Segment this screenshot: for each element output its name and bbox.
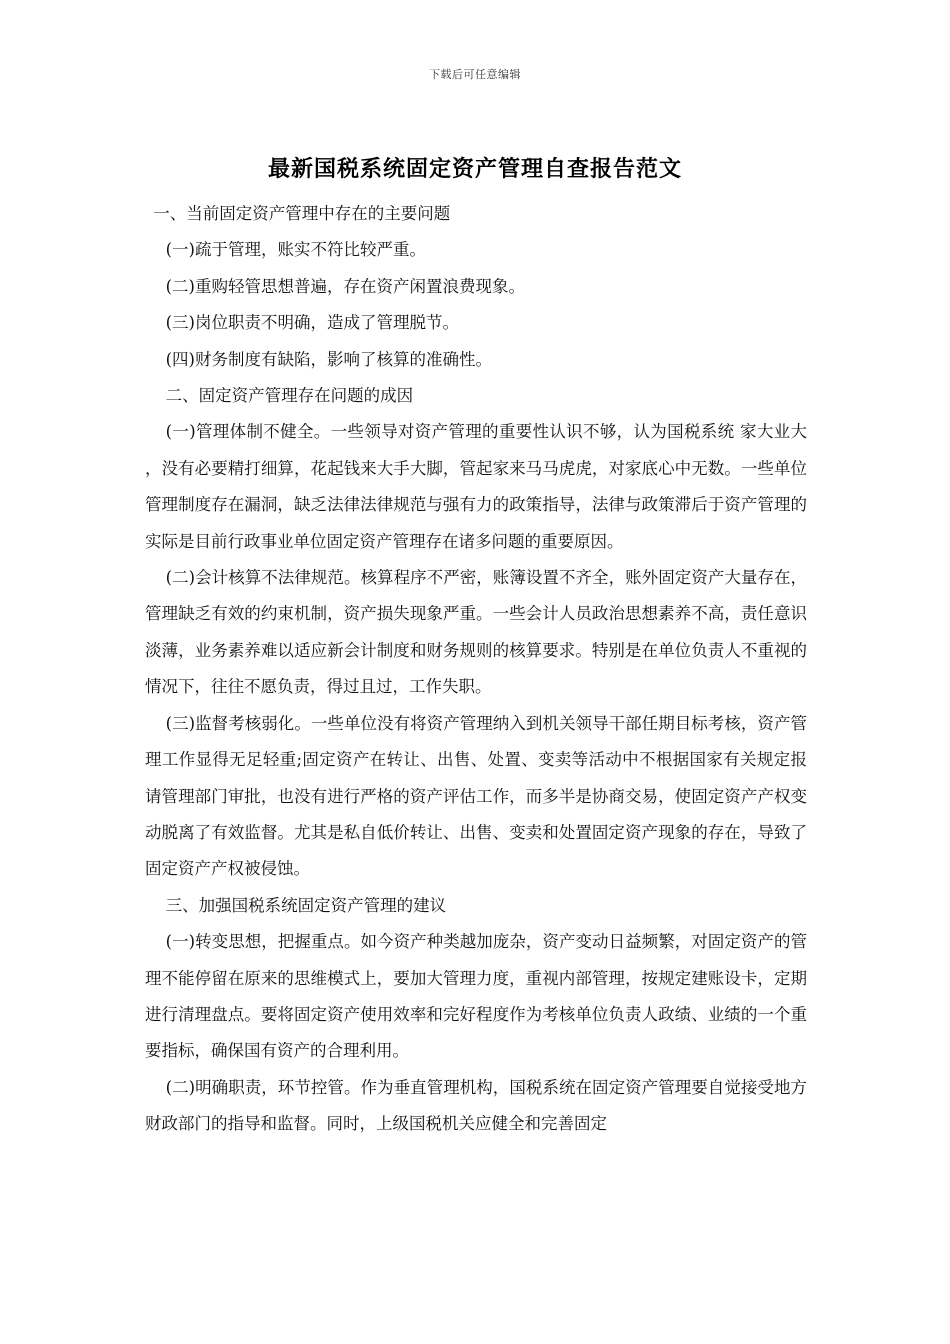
document-title: 最新国税系统固定资产管理自查报告范文: [267, 156, 682, 182]
paragraph: (二)会计核算不法律规范。核算程序不严密，账簿设置不齐全，账外固定资产大量存在，管理缺乏有效的约束机制，资产损失现象严重。一些会计人员政治思想素养不高，责任意识淡薄，业务素养难以适应新会计制度和财务规则的核算要求。特别是在单位负责人不重视的情况下，往往不愿负责，得过且过，工作失职。: [145, 568, 807, 697]
header-note: 下载后可任意编辑: [429, 68, 521, 81]
paragraph: (二)重购轻管思想普遍，存在资产闲置浪费现象。: [165, 276, 525, 296]
section-heading-1: 一、当前固定资产管理中存在的主要问题: [153, 204, 451, 223]
document-body: [145, 196, 807, 1143]
section-heading-3: 三、加强国税系统固定资产管理的建议: [165, 895, 447, 915]
paragraph: (一)疏于管理，账实不符比较严重。: [165, 240, 426, 260]
paragraph: (四)财务制度有缺陷，影响了核算的准确性。: [165, 349, 492, 369]
paragraph: (三)监督考核弱化。一些单位没有将资产管理纳入到机关领导干部任期目标考核，资产管理工作显得无足轻重;固定资产在转让、出售、处置、变卖等活动中不根据国家有关规定报请管理部门审批，也没有进行严格的资产评估工作，而多半是协商交易，使固定资产产权变动脱离了有效监督。尤其是私自低价转让、出售、变卖和处置固定资产现象的存在，导致了固定资产产权被侵蚀。: [145, 713, 807, 879]
paragraph: (一)转变思想，把握重点。如今资产种类越加庞杂，资产变动日益频繁，对固定资产的管理不能停留在原来的思维模式上，要加大管理力度，重视内部管理，按规定建账设卡，定期进行清理盘点。要将固定资产使用效率和完好程度作为考核单位负责人政绩、业绩的一个重要指标，确保国有资产的合理利用。: [145, 932, 807, 1061]
paragraph: (三)岗位职责不明确，造成了管理脱节。: [165, 313, 459, 333]
section-heading-2: 二、固定资产管理存在问题的成因: [165, 386, 414, 406]
paragraph: (二)明确职责，环节控管。作为垂直管理机构，国税系统在固定资产管理要自觉接受地方财政部门的指导和监督。同时，上级国税机关应健全和完善固定: [145, 1077, 807, 1134]
paragraph: (一)管理体制不健全。一些领导对资产管理的重要性认识不够，认为国税系统 家大业大 ，没有必要精打细算，花起钱来大手大脚，管起家来马马虎虎，对家底心中无数。一些单位管理制度存在漏洞，缺乏法律法律规范与强有力的政策指导，法律与政策滞后于资产管理的实际是目前行政事业单位固定资产管理存在诸多问题的重要原因。: [145, 422, 807, 551]
